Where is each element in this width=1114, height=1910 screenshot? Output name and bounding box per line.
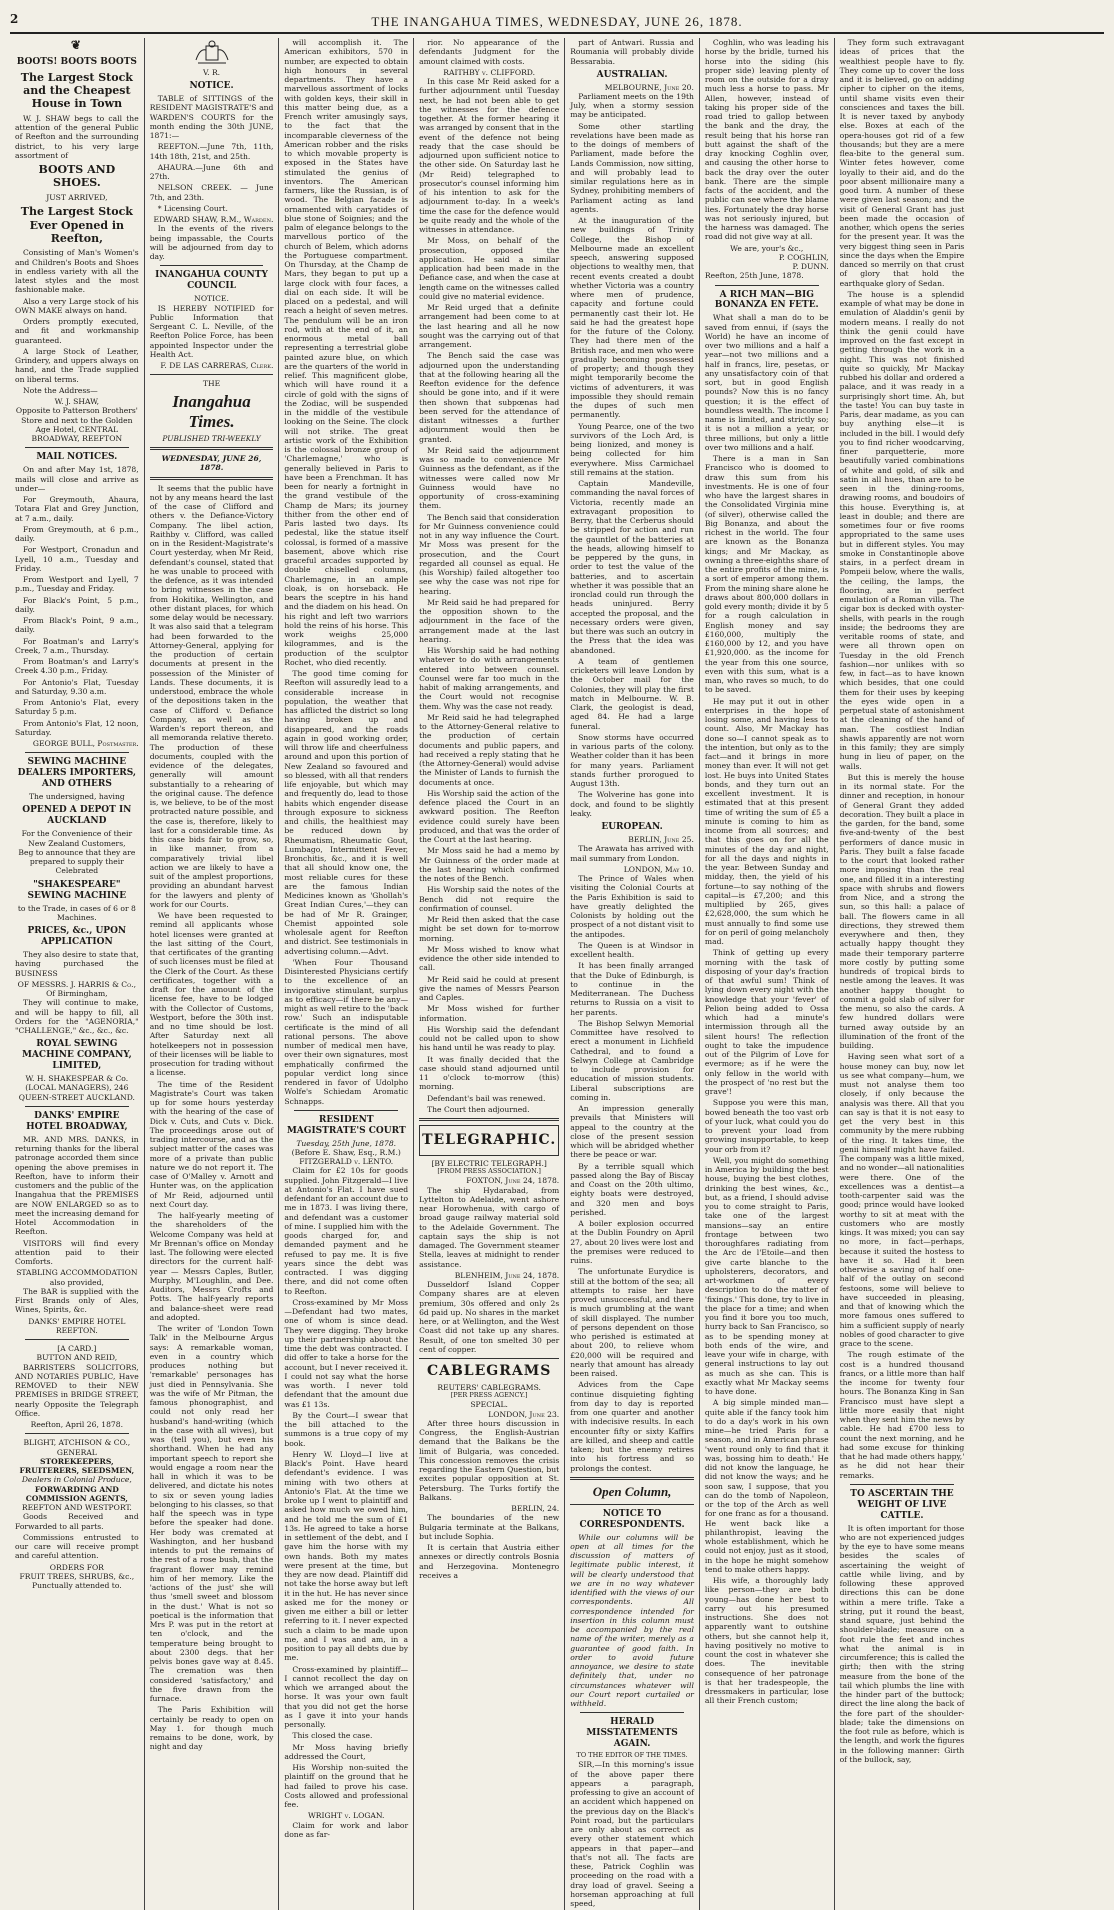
eur-paragraph: The unfortunate Eurydice is still at the bottom of the sea; all attempts to raise her have proved unsuccessful, and there is much grumbling at the want of skill displayed. The number of persons dependent on those who perished is estimated at about 200, to relieve whom £20,000 will be required and nearly that amount has already been raised. <box>570 1267 694 1379</box>
divider <box>25 1339 129 1340</box>
the-label: THE <box>202 379 221 389</box>
sewing-depot: OPENED A DEPOT IN AUCKLAND <box>22 805 132 827</box>
tele-dateline: BLENHEIM, June 24, 1878. <box>454 1270 560 1280</box>
mail-line: From Antonio's Flat, 12 noon, Saturday. <box>15 718 139 737</box>
sewing-machine: "SHAKESPEARE" SEWING MACHINE <box>27 879 127 901</box>
aus-paragraph: Captain Mandeville, commanding the naval forces of Victoria, recently made an extravagant proposition to Berry, that the Cerberus should be stripped for action and run the gauntlet of the batteries at the heads, allowing himself to be peppered by the guns, in order to test the value of the batteries, and to ascertain whether it was possible that an ironclad could run through the heads uninjured. Berry accepted the proposal, and the necessary orders were given, but there was such an outcry in the Press that the idea was abandoned. <box>570 479 694 655</box>
divider <box>419 1358 559 1359</box>
blight-heading: BLIGHT, ATCHISON & CO., <box>23 1438 131 1448</box>
boots-subheading: The Largest Stock and the Cheapest House in Town <box>20 70 133 111</box>
boots-body-3: Orders promptly executed, and fit and workmanship guaranteed. <box>15 317 139 345</box>
case-paragraph: Mr Reid urged that a definite arrangement had been come to at the last hearing and all he now sought was the carrying out of that arrangement. <box>419 303 560 349</box>
aus-dateline: MELBOURNE, June 20. <box>604 82 694 92</box>
sewing-firm: OF MESSRS. J. HARRIS & Co., <box>17 979 136 989</box>
sewing-body-1: The undersigned, having <box>28 792 125 802</box>
aus-paragraph: Snow storms have occurred in various parts of the colony. Weather colder than it has been for many years. Parliament stands further prorogued to August 13th. <box>570 732 694 789</box>
cable-paragraph: part of Antwari. Russia and Roumania will probably divide Bessarabia. <box>570 38 694 66</box>
boots-address: Opposite to Patterson Brothers' Store and next to the Golden Age Hotel, CENTRAL BROADWAY, REEFTON <box>15 406 138 444</box>
cable-paragraph: The boundaries of the new Bulgaria terminate at the Balkans, but include Sophia. <box>419 1513 560 1541</box>
case-title: RAITHBY v. CLIFFORD. <box>443 67 536 77</box>
press-association: [FROM PRESS ASSOCIATION.] <box>437 1167 541 1176</box>
mail-line: From Boatman's and Larry's Creek 4.30 p.m., Friday. <box>15 657 139 676</box>
divider <box>150 477 274 480</box>
article-paragraph: 'When Four Thousand Disinterested Physicians certify to the excellence of an invigorative stimulant, surplus as to efficacy—if there be any—might as well retire to the 'back row.' Such an indisputable certificate is the mind of all rational persons. The above number of medical men have, over their own signatures, most emphatically confirmed the popular verdict long since rendered in favor of Udolpho Wolfe's Schiedam Aromatic Schnapps. <box>284 957 409 1106</box>
newspaper-columns <box>10 38 1104 1909</box>
boots-name: W. J. SHAW, <box>54 397 100 407</box>
sewing-body-2: For the Convenience of their New Zealand Customers, <box>21 829 133 848</box>
mail-line: For Antonio's Flat, Tuesday and Saturday, 9.30 a.m. <box>15 677 139 696</box>
herald-to: TO THE EDITOR OF THE TIMES. <box>576 1751 688 1760</box>
case-paragraph: Henry W. Lloyd—I live at Black's Point. Have heard defendant's evidence. I was mining with two others at Antonio's Flat. At the time we broke up I went to plaintiff and asked how much we owed him, and he told me the sum of £1 13s. He agreed to take a horse in settlement of the debt, and I gave him the horse with my own hands. Both my mates were present at the time, but they are now dead. Plaintiff did not take the horse away but left it in the hut. He has never since asked me for the money or given me either a bill or letter referring to it. I never expected such a claim to be made upon me, and I was and am, in a position to pay all debts due by me. <box>284 1449 409 1663</box>
rich-paragraph: Think of getting up every morning with the task of disposing of your day's fraction of that awful sum! Think of lying down every night with the knowledge that your 'fever' of Pelion being added to Ossa which had a minute's intermission through all the silent hours! The reflection ought to take the impudence out of the Pilgrim of Love for evermore; as if he were the only fellow in the world with the prospect of 'no rest but the grave'! <box>704 948 829 1097</box>
mail-line: For Boatman's and Larry's Creek, 7 a.m., Thursday. <box>15 636 139 655</box>
case-paragraph: Mr Moss wished to know what evidence the other side intended to call. <box>419 944 560 973</box>
divider <box>150 447 274 450</box>
tele-paragraph: The ship Hydarabad, from Lyttelton to Adelaide, went ashore near Horowhenua, with cargo of broad gauge railway material sold to the Adelaide Government. The captain says the ship is not damaged. The Government steamer Stella, leaves at midnight to render assistance. <box>419 1185 560 1269</box>
mail-signature: GEORGE BULL, Postmaster. <box>32 739 139 749</box>
published-label: PUBLISHED TRI-WEEKLY <box>162 434 261 444</box>
column-3 <box>279 38 414 1910</box>
paper-name: Inangahua Times. <box>172 391 251 432</box>
mail-line: For Greymouth, Ahaura, Totara Flat and Grey Junction, at 7 a.m., daily. <box>15 495 139 523</box>
button-body: BARRISTERS SOLICITORS, AND NOTARIES PUBLIC, Have REMOVED to their NEW PREMISES in BRIDGE STREET, nearly Opposite the Telegraph Office. <box>15 1362 139 1418</box>
case-paragraph: Claim for work and labor done as far- <box>284 1820 409 1839</box>
tele-paragraph: Dusseldorf Island Copper Company shares are at eleven premium, 30s offered and only 2s 6d paid up. No shares in the market here, or at Wellington, and the West Coast did not take up any shares. Result, of one ton smelted 30 per cent of copper. <box>419 1280 560 1354</box>
divider <box>25 1106 129 1107</box>
eur-paragraph: The Queen is at Windsor in excellent health. <box>570 940 694 960</box>
eur-paragraph: It has been finally arranged that the Duke of Edinburgh, is to continue in the Mediterranean. The Duchess returns to Russia on a visit to her parents. <box>570 961 694 1017</box>
rich-man-heading: A RICH MAN—BIG BONANZA EN FETE. <box>714 289 819 311</box>
divider <box>25 752 129 753</box>
council-heading: INANGAHUA COUNTY COUNCIL <box>155 270 268 292</box>
case-paragraph: Cross-examined by Mr Moss—Defendant had two mates, one of whom is since dead. They were digging. They broke up their partnership about the time the debt was contracted. I did offer to take a horse for the account, but I never received it. I could not say what the horse was worth. I never told defendant that the amount due was £1 13s. <box>284 1297 409 1409</box>
case-paragraph: In this case Mr Reid asked for a further adjournment until Tuesday next, he had not been able to get the witnesses for the defence together. At the former hearing it was arranged by consent that in the event of the defence not being ready that the case should be adjourned upon sufficient notice to the other side. On Saturday last he (Mr Reid) telegraphed to prosecutor's counsel informing him of his intention to ask for the adjournment to-day. In a week's time the case for the defence would be quite ready and the whole of the witnesses in attendance. <box>419 77 560 234</box>
case-paragraph: His Worship said he had nothing whatever to do with arrangements entered into between counsel. Counsel were far too much in the habit of making arrangements, and the Court would not recognise them. Why was the case not ready. <box>419 646 560 711</box>
eur-dateline: LONDON, May 10. <box>623 864 694 874</box>
blight-body: STOREKEEPERS, FRUITERERS, SEEDSMEN, <box>19 1456 135 1476</box>
aus-paragraph: Young Pearce, one of the two survivors of the Loch Ard, is being lionized, and money is being collected for him everywhere. Miss Carmichael still remains at the station. <box>570 421 694 477</box>
eur-paragraph: Advices from the Cape continue disquieting fighting from day to day is reported from one quarter and another with indecisive results. In each encounter fifty or sixty Kaffirs are killed, and sheep and cattle taken; but the enemy retires into his fortress and so prolongs the contest. <box>570 1380 694 1473</box>
divider <box>25 447 129 448</box>
case-paragraph: Mr Reid said he could at present give the names of Messrs Pearson and Caples. <box>419 974 560 1002</box>
column-5 <box>565 38 700 1910</box>
divider <box>570 1477 694 1480</box>
case-paragraph: His Worship said the action of the defence placed the Court in an awkward position. The Reefton evidence could surely have been produced, and that was the order of the Court at the last hearing. <box>419 788 560 844</box>
royal-crest-icon <box>192 40 232 66</box>
reuters-heading: REUTERS' CABLEGRAMS. <box>437 1383 541 1393</box>
sewing-body-5: They also desire to state that, having purchased the BUSINESS <box>15 950 139 978</box>
aus-paragraph: A team of gentlemen cricketers will leave London by the October mail for the Colonies, they will play the first match in Melbourne. W. B. Clark, the geologist is dead, aged 84. He had a large funeral. <box>570 656 694 731</box>
vr-mark: V. R. <box>202 68 221 77</box>
notice-body-2: In the events of the rivers being impassable, the Courts will be adjourned from day to day. <box>149 224 274 262</box>
sewing-prices: PRICES, &c., UPON APPLICATION <box>27 926 127 948</box>
rich-paragraph: There is a man in San Francisco who is doomed to draw this sum from his investments. He is one of four who have the largest shares in the Consolidated Virginia mine (of silver), otherwise called the Big Bonanza, and about the richest in the world. The four are known as the Bonanza kings; and Mr Mackay, as owning a three-eighths share of the entire profits of the mine, is a sort of emperor among them. From the mining share alone he draws about 800,000 dollars in gold every month; divide it by 5 for a rough calculation in English money and say £160,000, multiply the £160,000 by 12, and you have £1,920,000. as the income for the year from this one source, even with this sum, what is a man, who raves so much, to do to be saved. <box>704 454 829 695</box>
rich-paragraph: His wife, a thoroughly lady like person—they are both young—has done her best to carry out his presumed instructions. She does not apparently want to outshine others, but she cannot help it, having positively no motive to count the cost in whatever she does. The inevitable consequence of her patronage is that her tradespeople, the dressmakers in particular, lose all their French custom; <box>704 1576 829 1706</box>
case-title: WRIGHT v. LOGAN. <box>307 1811 385 1821</box>
eur-paragraph: A boiler explosion occurred at the Dublin Foundry on April 27, about 20 lives were lost and the premises were reduced to ruins. <box>570 1219 694 1266</box>
boots-body: Consisting of Man's Women's and Children's Boots and Shoes in endless variety with all the latest styles and the most fashionable make. <box>15 248 139 295</box>
telegraphic-heading: TELEGRAPHIC. <box>422 1132 557 1148</box>
aus-paragraph: Parliament meets on the 19th July, when a stormy session may be anticipated. <box>570 91 694 120</box>
boots-note: Note the Address— <box>23 385 98 395</box>
mail-body: On and after May 1st, 1878, mails will close and arrive as under— <box>15 465 139 493</box>
we-are: We are, your's &c., <box>730 243 804 253</box>
button-heading: BUTTON AND REID, <box>36 1353 118 1363</box>
sewing-heading: SEWING MACHINE DEALERS IMPORTERS, AND OTHERS <box>17 757 137 790</box>
mail-line: From Greymouth, at 6 p.m., daily. <box>15 524 139 544</box>
open-column-heading: Open Column, <box>592 1483 672 1499</box>
rich-paragraph: Suppose you were this man, bowed beneath the too vast orb of your luck, what could you do to prevent your load from growing insupportable, to keep your orb from it? <box>704 1098 829 1154</box>
case-paragraph: Mr Moss said he had a memo by Mr Guinness of the order made at the last hearing which confirmed the notes of the Bench. <box>419 846 560 883</box>
mail-line: For Black's Point, 5 p.m., daily. <box>15 595 139 614</box>
column-2 <box>145 38 280 1910</box>
sewing-city: Of Birmingham, <box>46 989 108 999</box>
council-notice: NOTICE. <box>194 294 229 304</box>
case-paragraph: Cross-examined by plaintiff—I cannot recollect the day on which we arranged about the horse. It was your own fault that you did not get the horse as I gave it into your hands personally. <box>284 1664 409 1730</box>
rich-paragraph: Well, you might do something in America by building the best house, buying the best clothes, drinking the best wines, &c., but, as a friend, I should advise you to come straight to Paris, take one of the largest mansions—say an entire frontage between two thoroughfares radiating from the Arc de l'Etoile—and then give carte blanche to the upholsterers, decorators, and art-workmen of every description to do the matter of 'fixings.' This done, try to live in the place for a time; and when you find it bore you too much, hurry back to San Francisco, so as to be spending money at both ends of the wire, and leave your wife in charge, with general instructions to lay out as much as she can. This is exactly what Mr Mackay seems to have done. <box>704 1155 829 1397</box>
case-paragraph: This closed the case. <box>292 1731 373 1741</box>
case-paragraph: Mr Moss, on behalf of the prosecution, opposed the application. He said a similar application had been made in the Defiance case, and when the case at length came on the witnesses called could give no material evidence. <box>419 236 560 301</box>
blight-body-3: FORWARDING AND COMMISSION AGENTS, <box>25 1484 128 1503</box>
notice-heading: NOTICE. <box>189 81 234 92</box>
divider <box>850 1484 955 1485</box>
danks-footer: DANKS' EMPIRE HOTEL REEFTON. <box>28 1316 126 1335</box>
aus-paragraph: At the inauguration of the new buildings of Trinity College, the Bishop of Melbourne made an excellent speech, answering supposed objections to wealthy men, that recent events created a doubt whether Victoria was a country where men of prudence, capacity and fortune could permanently cast their lot. He said he had the greatest hope for the future of the Colony. They had there men of the British race, and men who were gradually becoming possessed of property; and though they might temporarily become the victims of adventurers, it was impossible they should remain the dupes of such men permanently. <box>570 216 694 420</box>
blight-body-6: Commissions entrusted to our care will receive prompt and careful attention. <box>15 1532 139 1561</box>
cable-paragraph: After three hours discussion in Congress, the English-Austrian demand that the Balkans be the limit of Bulgaria, was conceded. This concession removes the crisis regarding the Eastern Question, but excites popular opposition at St. Petersburg. The Turks fortify the Balkans. <box>419 1418 560 1502</box>
mail-line: From Westport and Lyell, 7 p.m., Tuesday and Friday. <box>15 575 139 594</box>
case-paragraph: Defendant's bail was renewed. <box>427 1093 546 1103</box>
sewing-body-3: Beg to announce that they are prepared to supply their Celebrated <box>18 847 136 876</box>
telegraphic-box <box>419 1125 559 1156</box>
per-agency: [PER PRESS AGENCY.] <box>450 1391 528 1400</box>
boots-intro: W. J. SHAW begs to call the attention of the general Public of Reefton and the surrounding district, to his very large assortment of <box>15 113 139 160</box>
letter-date: Reefton, 25th June, 1878. <box>704 271 804 281</box>
notice-line: * Licensing Court. <box>157 203 228 213</box>
cattle-heading: TO ASCERTAIN THE WEIGHT OF LIVE CATTLE. <box>850 1488 954 1521</box>
button-date: Reefton, April 26, 1878. <box>30 1420 124 1430</box>
case-paragraph: Mr Reid said he had prepared for the opposition shown to the adjournment in the face of the arrangement made at the last hearing. <box>419 597 560 644</box>
herald-body: SIR,—In this morning's issue of the above paper there appears a paragraph, professing to give an account of an accident which happened on the previous day on the Black's Point road, but the particulars are only about as correct as every other statement which appears in that paper—and that's not all. The facts are these, Patrick Coghlin was proceeding on the road with a dray load of gravel. Seeing a horseman approaching at full speed, <box>570 1760 694 1909</box>
largest-stock: The Largest Stock Ever Opened in Reefton, <box>20 205 133 245</box>
eur-paragraph: The Prince of Wales when visiting the Colonial Courts at the Paris Exhibition is said to have greatly delighted the Colonists by holding out the prospect of a not distant visit to the antipodes. <box>570 874 694 939</box>
case-paragraph: His Worship non-suited the plaintiff on the ground that he had failed to prove his case. Costs allowed and professional fee. <box>284 1763 409 1810</box>
case-paragraph: Mr Reid said the adjournment was so made to convenience Mr Guinness as the defendant, as if the witnesses were called now Mr Guinness would have no opportunity of cross-examining them. <box>419 445 560 511</box>
boots-heading: BOOTS! BOOTS BOOTS <box>16 56 137 67</box>
divider <box>419 1118 559 1121</box>
column-7 <box>835 38 970 1910</box>
case-paragraph: Claim for £2 10s for goods supplied. John Fitzgerald—I live at Antonio's Flat. I have sued defendant for an account due to me in 1873. I was living there, and defendant was a customer of mine. I supplied him with the goods charged for, and demanded payment and he refused to pay me. It is five years since the debt was contracted. I was digging there, and did not come often to Reefton. <box>284 1166 409 1296</box>
tele-dateline: FOXTON, June 24, 1878. <box>466 1176 560 1186</box>
divider <box>25 1433 129 1434</box>
mail-line: From Black's Point, 9 a.m., daily. <box>15 616 139 635</box>
australian-heading: AUSTRALIAN. <box>596 69 668 80</box>
rich-paragraph: But this is merely the house in its normal state. For the dinner and reception, in honour of General Grant they added decoration. They built a place in the garden, for the band, some five-and-twenty of the best performers of dance music in Paris. They built a false facade to the court that looked rather more imposing than the real one, and filled it in a interesting space with shrubs and flowers from Nice, and a strong the sun, so this hall: a palace of ball. The flowers came in all directions, they strewed them everywhere and then, they actually happy thought they made their temporary parterre more costly by putting some hundreds of tropical birds to nestle among the leaves. It was another happy thought to commit a gold slab of silver for the menu, so also the cards. A few hundred dollars were turned away outside by an illumination of the front of the building. <box>839 772 965 1050</box>
correspondents-heading: NOTICE TO CORRESPONDENTS. <box>579 1508 685 1530</box>
masthead <box>10 4 1104 34</box>
editorial-paragraph: The half-yearly meeting of the shareholders of the Welcome Company was held at Mr Brennan's office on Monday last. The following were elected directors for the current half-year — Messrs Caples, Butler, Murphy, M'Loughlin, and Dee. Auditors, Messrs Crofts and Potts. The half-yearly reports and balance-sheet were read and adopted. <box>149 1211 274 1322</box>
case-paragraph: His Worship said the defendant could not be called upon to show his hand until he was ready to play. <box>419 1024 560 1053</box>
rich-paragraph: He may put it out in other enterprises in the hope of losing some, and having less to count. Also, Mr Mackay has done so—I cannot speak as to the intention, but only as to the fact—and it brings in more money than ever. It will not get lost. He buys into United States bonds, and they turn out an excellent investment. It is estimated that at this present time of writing the sum of £5 a minute is coming to him as income from all sources; and that this goes on for all the minutes of the day and night, for all the days and nights in the year. Between Sunday and midday, then, the yield of his fortune—to say nothing of the capital—is £7,200; and this multiplied by 265, gives £2,628,000, the sum which he must annually to find some use for on peril of going melancholy mad. <box>704 696 829 947</box>
case-paragraph: Mr Moss wished for further information. <box>419 1004 560 1023</box>
page-number: 2 <box>10 12 19 26</box>
case-paragraph: Mr Moss having briefly addressed the Court, <box>284 1742 409 1761</box>
aus-paragraph: The Wolverine has gone into dock, and found to be slightly leaky. <box>570 790 694 818</box>
divider <box>715 285 819 286</box>
notice-body: TABLE of SITTINGS of the RESIDENT MAGISTRATE'S and WARDEN'S COURTS for the month ending the 30th JUNE, 1871:— <box>149 94 274 141</box>
royal-heading: ROYAL SEWING MACHINE COMPANY, LIMITED, <box>21 1039 132 1072</box>
boots-goods: BOOTS AND SHOES. <box>38 163 116 190</box>
notice-signature: EDWARD SHAW, R.M., Warden. <box>153 215 274 225</box>
council-signature: F. DE LAS CARRERAS, Clerk. <box>160 361 274 371</box>
divider <box>294 1110 398 1111</box>
special-label: SPECIAL. <box>470 1400 508 1410</box>
blight-body-2: Dealers in Colonial Produce, <box>21 1475 132 1485</box>
rich-paragraph: A big simple minded man—quite able if the fancy took him to do a day's work in his own mine—he tried Paris for a season, and in American phrase 'went round only to find that it was, bossing him to death.' He did not know the language, he did not know the ways; and he soon saw, I suppose, that you can do the tomb of Napoleon, or the top of the Arch as well for one franc as for a thousand. He went back like a philanthropist, leaving the whole establishment, which he could not enjoy, just as it stood, in the hope he might somehow tend to make others happy. <box>704 1398 829 1574</box>
editorial-paragraph: It seems that the public have not by any means heard the last of the case of Clifford and others v. the Defiance-Victory Company. The libel action, Raithby v. Clifford, was called on in the Resident-Magistrate's Court yesterday, when Mr Reid, defendant's counsel, stated that he was unable to proceed with the defence, as it was intended to bring witnesses in the case from Hokitika, Wellington, and other distant places, for which some delay would be necessary. It was also said that a telegram had been forwarded to the Attorney-General, applying for the production of certain documents at present in the possession of the Minister of Lands. These documents, it is understood, embrace the whole of the depositions taken in the case of Clifford v. Defiance Company, as well as the Warden's report thereon, and all memoranda relative thereto. The production of these documents, coupled with the evidence of the delegates, generally will amount substantially to a rehearing of the original cause. The defence is, we believe, to be of the most protracted nature possible, and the case is, therefore, likely to last for a considerable time. As this case bids fair to grow, so, in like manner, from a comparatively trivial libel action we are likely to have a suit of the amplest proportions, providing an abundant harvest for the lawyers and plenty of work for our Courts. <box>149 483 274 909</box>
article-paragraph: The good time coming for Reefton will assuredly lead to a considerable increase in population, the weather that has afflicted the district so long having broken up and disappeared, and the roads again in good working order, will throw life and cheerfulness around and upon this portion of New Zealand so favoured and so blessed, with all that renders life enjoyable, but which may and frequently do, lead to those habits which engender disease through exposure to sickness and chills, the healthiest may be reduced down by Rheumatism, Rheumatic Gout, Lumbago, Intermittent Fever, Bronchitis, &c., and it is well that all should know one, the most reliable cures for these are the famous Indian Medicines known as 'Ghollah's Great Indian Cures,'—they can be had of Mr R. Grainger, Chemist appointed sole wholesale agent for Reefton and district. See testimonials in advertising column.—Advt. <box>284 669 409 956</box>
eur-dateline: BERLIN, June 25. <box>628 835 694 845</box>
cable-paragraph: It is certain that Austria either annexes or directly controls Bosnia and Herzegovina. Montenegro receives a <box>419 1543 560 1580</box>
case-title: FITZGERALD v. LENTO. <box>299 1157 394 1167</box>
danks-body: MR. AND MRS. DANKS, in returning thanks for the liberal patronage accorded them since opening the above premises in Reefton, have to inform their customers and the public of the Inangahua that the PREMISES are NOW ENLARGED so as to meet the increasing demand for Hotel Accommodation in Reefton. <box>15 1134 139 1237</box>
eur-paragraph: By a terrible squall which passed along the Bay of Biscay and Coast on the 20th ultimo, eighty boats were destroyed, and 320 men and boys perished. <box>570 1161 694 1217</box>
blight-body-7: ORDERS FOR <box>49 1562 104 1572</box>
sewing-body-6: They will continue to make, and will be happy to fill, all Orders for the "AGENORIA," "CHALLENGE," &c., &c., &c. <box>15 998 139 1036</box>
cable-dateline: BERLIN, 24. <box>511 1504 560 1513</box>
boots-body-2: Also a very Large stock of his OWN MAKE always on hand. <box>15 296 139 315</box>
case-paragraph: rior. No appearance of the defendants Judgment for the amount claimed with costs. <box>419 38 560 66</box>
divider <box>580 1712 684 1713</box>
boots-ornament-icon: ❦ <box>70 38 83 52</box>
letter-signature: P. COGHLIN, <box>778 252 829 262</box>
herald-body: Coghlin, who was leading his horse by the bridle, turned his horse into the siding (his proper side) leaving plenty of room on the outside for a dray much less a horse to pass. Mr Allen, however, instead of taking his proper side of the road tried to gallop between the bank and the dray, the result being that his horse ran butt against the shaft of the dray knocking Coghlin over, and causing the other horse to back the dray over the outer bank. There are the simple facts of the accident, and the public can see where the blame lies. Fortunately the dray horse was not seriously injured, but the harness was damaged. The road did not give way at all. <box>704 38 829 242</box>
sewing-body-4: to the Trade, in cases of 6 or 8 Machines. <box>17 903 136 922</box>
mail-heading: MAIL NOTICES. <box>36 452 118 463</box>
herald-heading: HERALD MISSTATEMENTS AGAIN. <box>586 1717 678 1750</box>
cablegrams-heading: CABLEGRAMS <box>426 1363 552 1379</box>
divider <box>150 374 274 375</box>
divider <box>160 265 264 266</box>
blight-body-4: REEFTON AND WESTPORT. <box>21 1503 132 1513</box>
rich-paragraph: What shall a man do to be saved from ennui, if (says the World) he have an income of over two millions and a half a year—not two millions and a half in francs, lire, pesetas, or any unsatisfactory coin of that sort, but in good English pounds? Now this is no fancy question; it is the effect of boundless wealth. The income I name is limited, and strictly so; it is not a million a year, or three millions, but only a little over two millions and a half. <box>704 313 829 452</box>
danks-body-2: VISITORS will find every attention paid to their Comforts. <box>15 1238 139 1267</box>
rm-court-before: (Before E. Shaw, Esq., R.M.) <box>291 1147 401 1157</box>
cattle-body: It is often important for those who are not experienced judges by the eye to have some means besides the scales of ascertaining the weight of cattle while living, and by following these approved directions this can be done within a mere trifle. Take a string, put it round the beast, stand square, just behind the shoulder-blade; measure on a foot rule the feet and inches what the animal is in circumference; this is called the girth; then with the string measure from the bone of the tail which plumbs the line with the hinder part of the buttock; direct the line along the back of the fore part of the shoulder-blade; take the dimensions on the foot rule as before, which is the length, and work the figures in the following manner: Girth of the bullock, say, <box>839 1523 965 1764</box>
editorial-paragraph: The Paris Exhibition will certainly be ready to open on May 1. for though much remains to be done, work, by night and day <box>149 1705 274 1752</box>
editorial-paragraph: The writer of 'London Town Talk' in the Melbourne Argus says: A remarkable woman, even in a country which produces nothing but 'remarkable' personages has just died in Pennsylvania. She was the wife of Mr Pitman, the famous phonographist, and could not only read her husband's hand-writing (which in the case with all wives), but was (tell you), but even his shorthand. When he had any important speech to report she would engage a room near the hall in which it was to be delivered, and dictate his notes to six or seven young ladies belonging to his classes, so that half the speech was in type before the speaker had done. Her body was cremated at Washington, and her husband intends to put the remains of the rest of a rose bush, that the fragrant flower may remind him of her memory. Like the 'actions of the just' she will thus 'smell sweet and blossom in the dust.' What is not so poetical is the information that Mrs P. was put in the retort at ten o'clock, and the temperature being brought to about 2300 degs. that her pelvis bones gave way at 8.45. The cremation was then considered 'satisfactory,' and the five drawn from the furnace. <box>149 1324 274 1704</box>
case-paragraph: The Court then adjourned. <box>427 1104 530 1114</box>
mail-line: From Antonio's Flat, every Saturday 5 p.m. <box>15 698 139 717</box>
notice-line: AHAURA.—June 6th and 27th. <box>149 162 274 182</box>
case-paragraph: By the Court—I swear that the bill attached to the summons is a true copy of my book. <box>284 1410 409 1448</box>
column-1 <box>10 38 145 1910</box>
rich-paragraph: The rough estimate of the cost is a hundred thousand francs, or a little more than half the income for twenty four hours. The Bonanza King in San Francisco must have slept a little more easily that night when they sent him the news by cable. He had £700 less to count the next morning, and he had some excuse for thinking that he had made others happy,' as he did not hear their remarks. <box>839 1350 965 1480</box>
case-paragraph: The Bench said that consideration for Mr Guinness convenience could not in any way influence the Court. Mr Moss was present for the prosecution, and the Court regarded all counsel as equal. He (his Worship) failed altogether too see why the case was not ripe for hearing. <box>419 512 560 596</box>
article-paragraph: will accomplish it. The American exhibitors, 570 in number, are expected to obtain high honours in several departments. They have a marvellous assortment of locks with golden keys, their skill in this matter being due, as a French writer amusingly says, to the fact that the incomparable cleverness of the American robber and the risks to which movable property is exposed in the States have stimulated the genius of inventors. The American farmers, like the Russian, is of wood. The Belgian facade is ornamented with caryatides of blue stone of Soignies; and the palm of elegance belongs to the marvellous portico of the church of Belem, which adorns the Portuguese compartment. On Thursday, at the Champ de Mars, they began to put up a large clock with four faces, a dial on each side. It will be placed on a pedestal, and will reach a height of seven metres. The pendulum will be an iron rod, with at the end of it, an enormous metal ball representing a terrestrial globe painted azure blue, on which are the quarters of the world in relief. This magnificent globe, which will have round it a circle of gold with the signs of the Zodiac, will be suspended in the middle of the vestibule looking on the Seine. The clock will not strike. The great artistic work of the Exhibition is the colossal bronze group of 'Charlemagne,' who is generally believed in Paris to have been a Frenchman. It has been for nearly a fortnight in the grand vestibule of the Champ de Mars; its journey thither from the other end of Paris lasted two days. Its pedestal, like the statue itself colossal, is formed of a massive basement, above which rise graceful arcades supported by double chiselled columns, Charlemagne, in an ample cloak, is on horseback. He bears the sceptre in his hand and the diadem on his head. On his right and left two warriors hold the reins of his horse. This work weighs 25,000 kilogrammes, and is the production of the sculptor Rochet, who died recently. <box>284 38 409 667</box>
issue-date: WEDNESDAY, JUNE 26, 1878. <box>161 454 262 473</box>
rich-paragraph: The house is a splendid example of what may be done in emulation of Aladdin's genii by modern means. I really do not think the genii could have improved on the fast except in getting through the work in a night. This was not finished quite so quickly, Mr Mackay rubbed his dollar and ordered a palace, and it was ready in a surprisingly short time. Ah, but the taste! You can buy taste in Paris, dear madame, as you can buy anything else—it is included in the bill. I would defy you to find richer woodcarving, finer parquetterie, more beautifully varied combinations of white and gold, of silk and satin in all hues, than are to be seen in the dining-rooms, drawing rooms, and boudoirs of this house. Everything is, at least in double; and there are sometimes four or five rooms appropriated to the same uses but in different styles. You may smoke in Constantinople above stairs, in a perfect dream in Pompeii below, where the walls, the ceiling, the lamps, the flooring, are in perfect emulation of a Roman villa. The cigar box is decked with oyster-shells, with pearls in the rough inside; the bedrooms they are veritable rooms of state, and were all thrown open on Tuesday in the old French fashion—nor unlikes with so few, in fact—as to have known which besides, that one could them for their uses by keeping the eyes wide open in a perpetual state of astonishment at the cleaning of the hand of man. The costliest Indian shawls apparently are not worn in this family; they are simply hung in lieu of paper, on the walls. <box>839 289 965 771</box>
stabling: STABLING ACCOMMODATION also provided, <box>16 1268 138 1287</box>
european-heading: EUROPEAN. <box>601 822 663 833</box>
blight-sub: GENERAL <box>56 1447 97 1457</box>
editorial-paragraph: We have been requested to remind all applicants whose hotel licenses were granted at the last sitting of the Court, that certificates of the granting of such licenses must be filed at the Clerk of the Court. As these certificates, together with a draft for the amount of the license fee, have to be lodged with the Collector of Customs, Westport, before the 30th inst. and no time should be lost. After Saturday next all hotelkeepers not in possession of their licenses will be liable to prosecution for trading without a license. <box>149 911 274 1078</box>
danks-bar: The BAR is supplied with the First Brands only of Ales, Wines, Spirits, &c. <box>15 1286 139 1315</box>
case-paragraph: Mr Reid said he had telegraphed to the Attorney-General relative to the production of certain documents and public papers, and had received a reply stating that he (the Attorney-General) would advise the Minister of Lands to furnish the documents at once. <box>419 712 560 787</box>
notice-line: NELSON CREEK. — June 7th, and 23th. <box>149 183 274 202</box>
correspondents-body: While our columns will be open at all times for the discussion of matters of legitimate public interest, it will be clearly understood that we are in no way whatever identified with the views of our correspondents. All correspondence intended for insertion in this column must be accompanied by the real name of the writer, merely as a guarantee of good faith. In order to avoid future annoyance, we desire to state definitely that, under no circumstances whatever will our Court report curtailed or withheld. <box>570 1532 694 1709</box>
blight-body-8: FRUIT TREES, SHRUBS, &c., Punctually attended to. <box>19 1571 135 1591</box>
royal-sub: W. H. SHAKESPEAR & Co. (LOCAL MANAGERS), 246 QUEEN-STREET AUCKLAND. <box>18 1074 135 1102</box>
editorial-paragraph: The time of the Resident Magistrate's Court was taken up for some hours yesterday with the hearing of the case of Dick v. Cuts, and Cuts v. Dick. The proceedings arose out of trading intercourse, and as the subject matter of the cases was more of a private than public nature we do not report it. The case of O'Malley v. Arnott and Hunter was, on the application of Mr Reid, adjourned until next Court day. <box>149 1079 274 1209</box>
column-6 <box>700 38 835 1910</box>
eur-paragraph: The Bishop Selwyn Memorial Committee have resolved to erect a monument in Lichfield Cathedral, and to found a Selwyn College at Cambridge to include provision for education of mission students. Liberal subscriptions are coming in. <box>570 1018 694 1102</box>
rm-court-date: Tuesday, 25th June, 1878. <box>296 1138 397 1148</box>
column-4 <box>414 38 565 1910</box>
case-paragraph: The Bench said the case was adjourned upon the understanding that at the following hearing all the Reefton evidence for the defence should be gone into, and if it were then shown that subpœnas had been served for the attendance of distant witnesses a further adjournment would then be granted. <box>419 351 560 444</box>
boots-body-4: A large Stock of Leather, Grindery, and uppers always on hand, and the Trade supplied on liberal terms. <box>15 346 139 384</box>
rm-court-heading: RESIDENT MAGISTRATE'S COURT <box>286 1114 406 1136</box>
aus-paragraph: Some other startling revelations have been made as to the doings of members of Parliament, made before the Lands Commission, now sitting, and will probably lead to similar regulations here as in Sydney, prohibiting members of Parliament acting as land agents. <box>570 121 694 214</box>
blight-body-5: Goods Received and Forwarded to all parts. <box>15 1512 139 1531</box>
telegraphic-sub: [BY ELECTRIC TELEGRAPH.] <box>431 1159 547 1169</box>
masthead-title: THE INANGAHUA TIMES, WEDNESDAY, JUNE 26, 1878. <box>371 14 743 29</box>
mail-line: For Westport, Cronadun and Lyell, 10 a.m., Tuesday and Friday. <box>15 545 139 573</box>
rich-paragraph: Having seen what sort of a house money can buy, now let us see what company—hum, we must not analyse them too closely, if only because the analysis was there. All that you can say is that it is not easy to get the very best in this community by the mere rubbing of the ring. It takes time, the genii himself might have failed. The company was a little mixed, and no wonder—all nationalities were there. One of the excellences was a dentist—a tooth-carpenter said was the good; prince would have looked worthy to sit at meat with the customers who are mostly kings. It was mixed; you can say no more, in fact—perhaps, because it suited the hostess to have it so. Had it been otherwise a saving of half one-half of the outlay on second festoons, some will believe to have succeeded in pleasing, and that of knowing which the more famous ones suffered to him a sufficient supply of nearly nobles of good character to give grace to the scene. <box>839 1052 965 1348</box>
card-label: [A CARD.] <box>57 1344 97 1354</box>
divider <box>570 1504 694 1505</box>
eur-paragraph: An impression generally prevails that Ministers will appeal to the country at the close of the present session which will be abridged whether there be peace or war. <box>570 1104 694 1160</box>
letter-signature: P. DUNN. <box>792 262 829 271</box>
case-paragraph: Mr Reid then asked that the case might be set down for to-morrow morning. <box>419 915 560 943</box>
rich-paragraph: They form such extravagant ideas of prices that the wealthiest people have to fly. They come up to cover the loss and it is believed, go on adding cipher to cipher on the items, until shame visits even their consciences and taxes the bill. It is never taxed by anybody else. Boxes at each of the opera-houses got rid of a few thousands; but they are a mere flea-bite to the general sum. Winter fetes however, come loyally to their aid, and do the poor absent millionaire many a good turn. A number of these were given last season; and the visit of General Grant has just been made the occasion of another, which opens the series for the present year. It was the very biggest thing seen in Paris since the days when the Empire danced so merrily on that crust of glory that hold the earthquake glory of Sedan. <box>839 38 965 288</box>
notice-line: REEFTON.—June 7th, 11th, 14th 18th, 21st, and 25th. <box>149 142 274 161</box>
case-paragraph: It was finally decided that the case should stand adjourned until 11 o'clock to-morrow (this) morning. <box>419 1054 560 1092</box>
just-arrived: JUST ARRIVED, <box>46 192 108 202</box>
council-body: IS HEREBY NOTIFIED for Public Information that Sergeant C. L. Neville, of the Reefton Police Force, has been appointed Inspector under the Health Act. <box>149 303 274 359</box>
case-paragraph: His Worship said the notes of the Bench did not require the confirmation of counsel. <box>419 885 560 913</box>
cable-dateline: LONDON, June 23. <box>488 1409 560 1419</box>
danks-heading: DANKS' EMPIRE HOTEL BROADWAY, <box>26 1110 128 1132</box>
eur-paragraph: The Arawata has arrived with mail summary from London. <box>570 844 694 863</box>
